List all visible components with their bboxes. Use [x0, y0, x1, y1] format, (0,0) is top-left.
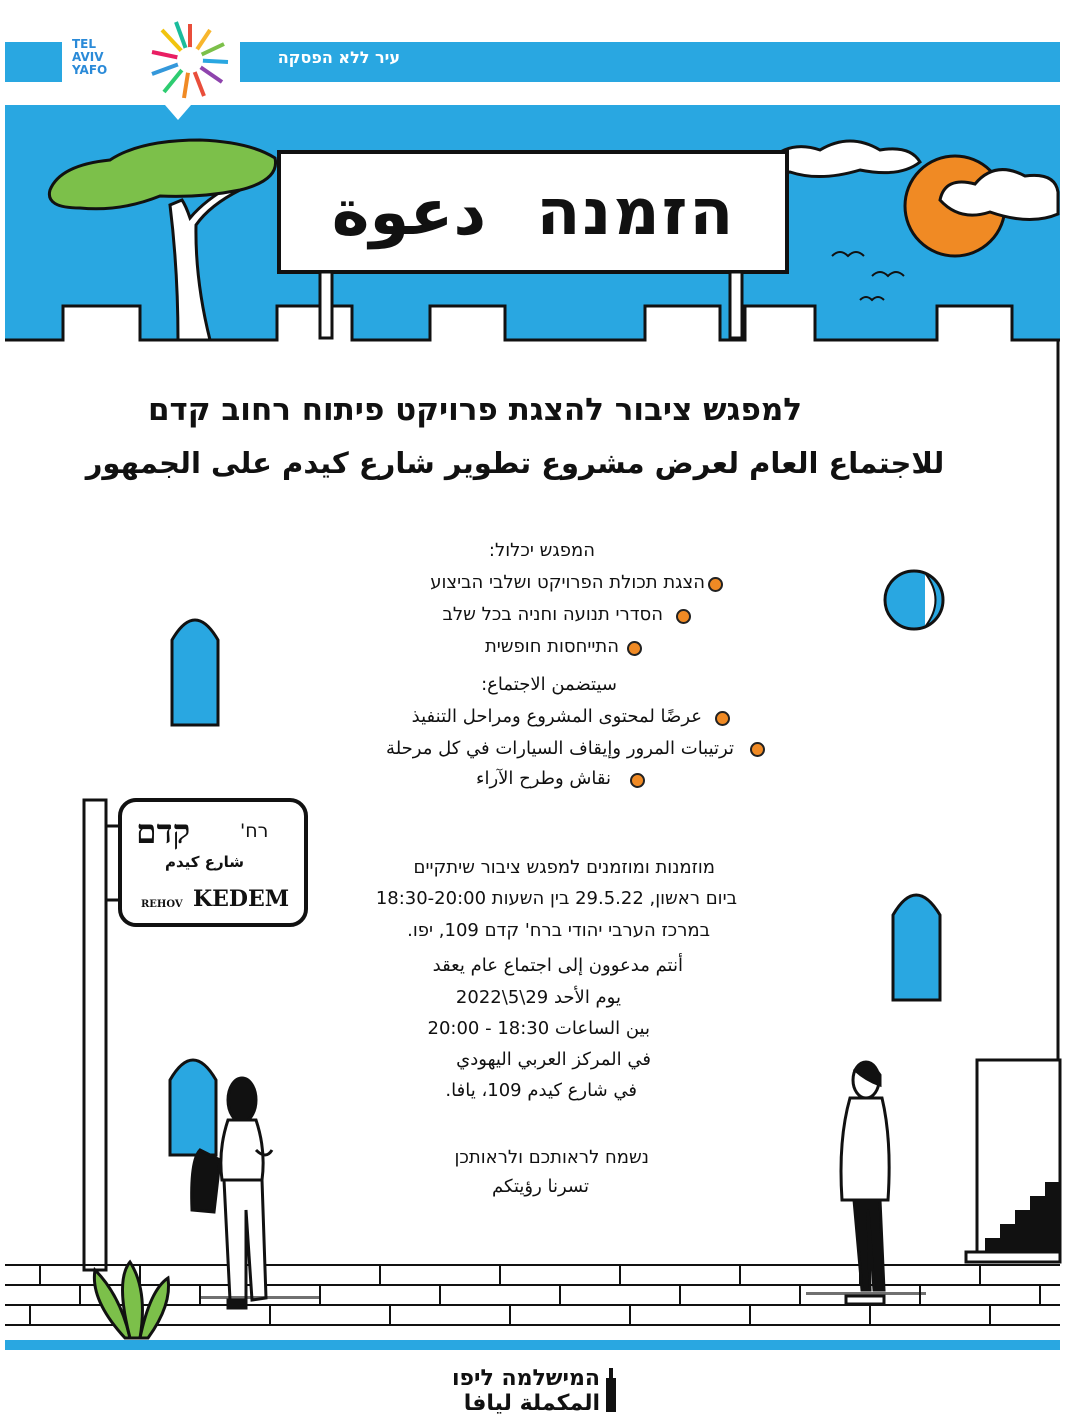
- details-hebrew-line: במרכז הערבי יהודי ברח' קדם 109, יפו.: [407, 920, 710, 941]
- agenda-arabic-intro: سيتضمن الاجتماع:: [481, 674, 617, 695]
- logo-line-3: YAFO: [72, 63, 108, 77]
- sign-hebrew-name: קדם: [136, 812, 191, 851]
- closing-hebrew: נשמח לראותכם ולראותכן: [454, 1147, 649, 1168]
- man-figure: [841, 1062, 889, 1304]
- logo-line-2: AVIV: [72, 50, 104, 64]
- agenda-hebrew-item: התייחסות חופשית: [484, 636, 619, 657]
- building-stairs: [966, 1060, 1060, 1262]
- details-arabic-line: يوم الأحد 29\5\2022: [455, 987, 621, 1008]
- logo-line-1: TEL: [72, 37, 97, 51]
- details-arabic-line: أنتم مدعوون إلى اجتماع عام يعقد: [432, 955, 683, 976]
- window: [172, 620, 218, 725]
- details-arabic-line: بين الساعات 18:30 - 20:00: [427, 1018, 650, 1039]
- sign-latin-prefix: REHOV: [141, 899, 183, 910]
- agenda-arabic-item: نقاش وطرح الآراء: [475, 768, 611, 789]
- window: [893, 895, 940, 1000]
- agenda-hebrew-item: הצגת תכולת הפרויקט ושלבי הביצוע: [430, 572, 705, 593]
- details-arabic-line: في شارع كيدم 109، يافا.: [445, 1080, 637, 1101]
- bullet-icon: [715, 711, 730, 726]
- bottom-band: [5, 1340, 1060, 1350]
- tower-icon: [606, 1368, 616, 1412]
- city-tagline: עיר ללא הפסקה: [277, 48, 400, 67]
- heading-arabic: للاجتماع العام لعرض مشروع تطوير شارع كيدم على الجمهور: [85, 446, 945, 480]
- bullet-icon: [708, 577, 723, 592]
- plant: [94, 1262, 168, 1338]
- shadow-dots: [200, 1292, 926, 1299]
- agenda-hebrew-intro: המפגש יכלול:: [488, 540, 595, 561]
- bullet-icon: [627, 641, 642, 656]
- bullet-icon: [630, 773, 645, 788]
- window: [170, 1060, 216, 1155]
- footer-hebrew: המישלמה ליפו: [451, 1366, 600, 1391]
- invitation-title: הזמנה دعوة: [331, 175, 736, 250]
- closing-arabic: تسرنا رؤيتكم: [492, 1176, 589, 1197]
- bullet-icon: [750, 742, 765, 757]
- details-arabic-line: في المركز العربي اليهودي: [456, 1049, 651, 1070]
- agenda-hebrew-item: הסדרי תנועה וחניה בכל שלב: [442, 604, 663, 625]
- agenda-arabic-item: ترتيبات المرور وإيقاف السيارات في كل مرحلة: [386, 738, 734, 759]
- bullet-icon: [676, 609, 691, 624]
- details-hebrew-line: מוזמנות ומוזמנים למפגש ציבור שיתקיים: [413, 857, 715, 878]
- heading-hebrew: למפגש ציבור להצגת פרויקט פיתוח רחוב קדם: [147, 392, 803, 428]
- sign-arabic-name: شارع كيدم: [165, 853, 244, 871]
- footer-arabic: المكملة ليافا: [463, 1391, 600, 1416]
- tel-aviv-yafo-logo: [72, 38, 152, 88]
- sign-hebrew-prefix: רח': [240, 820, 269, 842]
- sign-pole: [84, 800, 106, 1270]
- details-hebrew-line: ביום ראשון, 29.5.22 בין השעות 18:30-20:00: [375, 888, 737, 909]
- sign-latin-name: KEDEM: [193, 886, 290, 912]
- agenda-arabic-item: عرضًا لمحتوى المشروع ومراحل التنفيذ: [411, 706, 702, 727]
